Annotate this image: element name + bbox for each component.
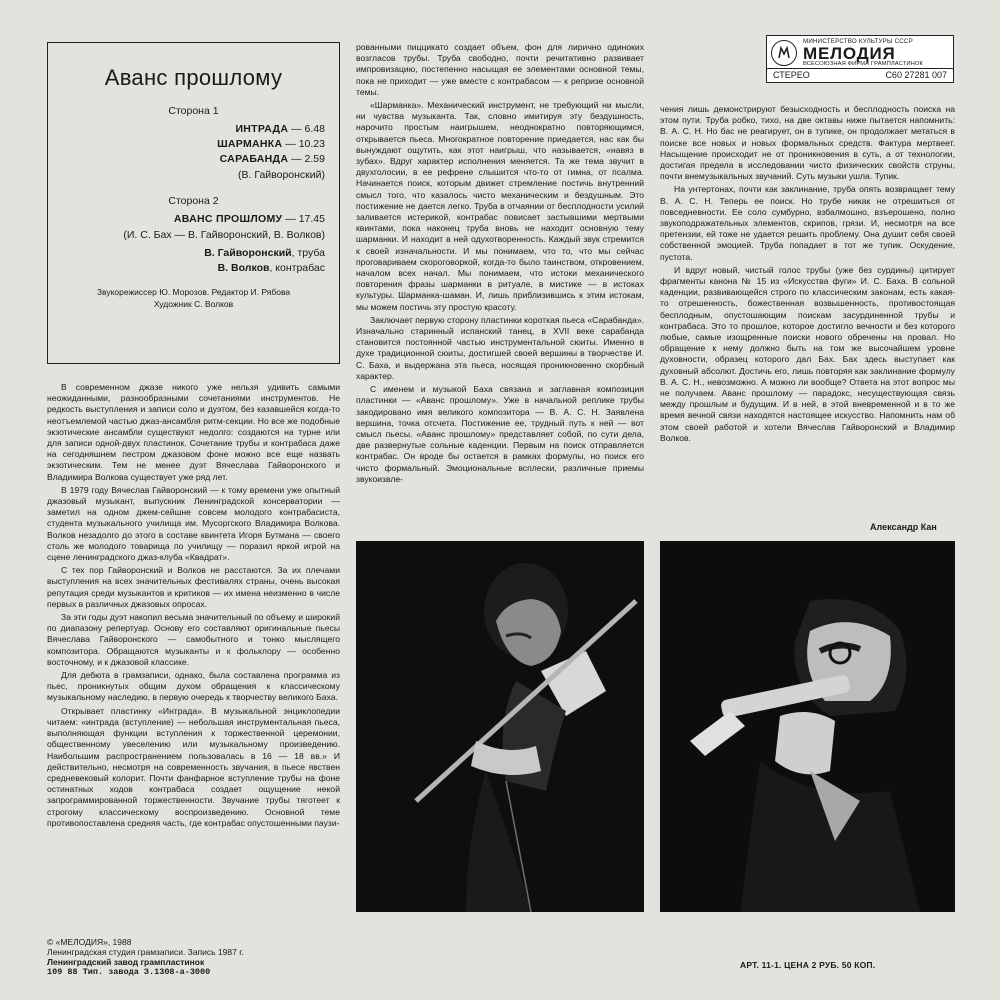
side-2-label: Сторона 2 [168, 195, 219, 207]
paragraph: «Шарманка». Механический инструмент, не требующий ни мысли, ни чувства музыканта. Так, словно имитируя эту бездушность, нарочито простым наигрышем, неоднократно повторяющимся, открывается пьеса. Многократное повторение приедается, нас как бы вынуждают ощутить, как этот наигрыш, что называется, «навяз в зубах». Вдруг характер исполнения меняется. Та же тема звучит в двухголосии, в ее рефрене слышится что-то от гимна, от псалма. Начинается поиск, которым движет стремление постичь внутренний смысл того, что казалось чисто механическим и бездушным. Это постижение не дается легко. Труба в отчаянии от бесплодности усилий заливается истерикой, контрабас повисает застывшими мертвыми квинтами, пока наконец труба вновь не находит основную тему шарманки. И находит в ней одухотворенность. Каждый звук стремится к своей изначальности. И мы понимаем, что то, что мы сейчас проговариваем скороговоркой, когда-то было таинством, откровением, началом всех начал. Мы понимаем, что истоки механического повторения фразы шарманки в ритуале, в мистике — в истоках культуры. Шарманка-шаман. И, лишь приблизившись к этим истокам, мы можем постичь эту простую красоту. [356, 100, 644, 312]
author-signature: Александр Кан [870, 522, 937, 532]
paragraph: Открывает пластинку «Интрада». В музыкальной энциклопедии читаем: «интрада (вступление) — небольшая инструментальная пьеса, выполняющая функции вступления к торжественной церемонии, общественному увеселению или музыкальному произведению. Наибольшим распространением пользовалась в 16 — 18 вв.» И действительно, несмотря на современность звучания, в пьесе явствен средневековый колорит. Почти фанфарное вступление трубы на фоне остинатных ходов контрабаса создает ощущение некой запрограммированной торжественности. Звучание трубы тяготеет к строгому классическому воспроизведению. Основной теме противопоставлена средняя часть, где контрабас опустошенными паузи- [47, 705, 340, 828]
production-credits: Звукорежиссер Ю. Морозов. Редактор И. Рябова Художник С. Волков [96, 287, 291, 309]
logo-brand-text: МЕЛОДИЯ [803, 44, 896, 63]
paragraph: И вдруг новый, чистый голос трубы (уже без сурдины) цитирует фрагменты канона № 15 из «Искусства фуги» И. С. Баха. В сольной каденции, развивающейся строго по классическим законам, есть какая-то отрешенность, божественная возвышенность, противостоящая бесплодным, опустошающим поискам засурдиненной трубы и контрабаса. Это то прошлое, которое достигло вечности и без которого любые, самые изощренные поиски нового обречены на провал. Но обращение к нему должно быть на том же высочайшем уровне духовности, образец которого дал Бах. Бах здесь выступает как духовный абсолют. Достичь его, лишь повторяя как заклинание формулу В. А. С. Н., невозможно. А можно ли вообще? Ответа на этот вопрос мы не получаем. Аванс прошлому — парадокс, несуществующая связь между прошлым и будущим. И в ней, в этой вневременной и в то же время вечной связи находятся настоящее искусство. Напомнить нам об этом своей работой и хотели Вячеслав Гайворонский и Владимир Волков. [660, 264, 955, 443]
performer-item: В. Волков, контрабас [217, 262, 325, 274]
logo-ministry-text: МИНИСТЕРСТВО КУЛЬТУРЫ СССР [803, 38, 913, 45]
paragraph: В современном джазе никого уже нельзя удивить самыми неожиданными, разнообразными сочетаниями инструментов. Не редкость выступления и записи соло и дуэтом, без казавшейся когда-то неотъемлемой частью джаз-ансамбля ритм-секции. Но все же подобные экзотические ансамбли существуют недолго: создаются на турне или для записи одной-двух пластинок. Сочетание трубы и контрабаса даже на сегодняшнем пестром джазовом фоне можно все еще назвать экзотическим. Тем не менее дуэт Вячеслава Гайворонского и Владимира Волкова существует уже ряд лет. [47, 382, 340, 482]
paragraph: чения лишь демонстрируют безысходность и бесплодность поиска на этом пути. Труба робко, тихо, на две октавы ниже пытается напомнить: В. А. С. Н. Но бас не реагирует, он в тупике, он продолжает метаться в поиске все новых и новых формальных средств. Фактура мертвеет. Насыщение происходит не от проникновения в суть, а от технологии, достигая предела в исследовании чисто физических свойств струны, почти внемузыкальных звучаний. Суть музыки ушла. Тупик. [660, 104, 955, 182]
track-list-box [47, 42, 340, 364]
footer-production-info [47, 937, 244, 977]
paragraph: рованными пиццикато создает объем, фон для лирично одиноких возгласов трубы. Труба свободно, почти речитативно развивает импровизацию, постепенно насыщая ее элементами основной темы, пока не приходит — уже вместе с контрабасом — к репризе основной темы. [356, 42, 644, 97]
photo-double-bass-player [356, 541, 644, 912]
footer-plant: Ленинградский завод грамплaстинок [47, 957, 205, 967]
track-item: ИНТРАДА — 6.48 [235, 123, 325, 135]
album-title: Аванс прошлому [104, 65, 283, 90]
paragraph: Заключает первую сторону пластинки короткая пьеса «Сарабанда». Изначально старинный испанский танец, в XVII веке сарабанда становится постоянной частью инструментальной сюиты. Именно в духе традиционной сюиты, достигшей своей вершины в творчестве И. С. Баха, и выдержана эта пьеса, носящая проникновенно скорбный характер. [356, 314, 644, 381]
track-item: САРАБАНДА — 2.59 [219, 153, 325, 165]
performer-item: В. Гайворонский, труба [204, 247, 325, 259]
side-1-track-list [62, 123, 325, 165]
side-2-composer: (И. С. Бах — В. Гайворонский, В. Волков) [123, 229, 325, 241]
liner-notes-middle-column [356, 42, 644, 487]
liner-notes-right-column [660, 104, 955, 446]
footer-print-code: 109 88 Тип. завода З.1308-а-3000 [47, 967, 211, 977]
stereo-label: СТЕРЕО [773, 70, 810, 80]
photo-trumpet-player [660, 541, 955, 912]
paragraph: С именем и музыкой Баха связана и заглавная композиция пластинки — «Аванс прошлому». Уже в начальной реплике трубы закодировано имя великого композитора — В. А. С. Н. Заявлена вершина, точка отсчета. Постижение ее, трудный путь к ней — вот смысл пьесы. «Аванс прошлому» представляет собой, по сути дела, две развернутые сольные каденции. Первым на поиск отправляется контрабас. Он вроде бы остается в рамках формулы, но поиск его чисто формальный. Эмоциональные всплески, различные приемы звукоизвле- [356, 384, 644, 484]
side-1-label: Сторона 1 [168, 105, 219, 117]
paragraph: В 1979 году Вячеслав Гайворонский — к тому времени уже опытный джазовый музыкант, выпускник Ленинградской консерватории — заметил на одном джем-сейшне совсем молодого контрабасиста, студента музыкального училища им. Мусоргского Владимира Волкова. Волков незадолго до этого в составе квинтета Игоря Бутмана — своего столь же молодого товарища по училищу — поразил яркой игрой на сцене ленинградского джаз-клуба «Квадрат». [47, 484, 340, 563]
paragraph: За эти годы дуэт накопил весьма значительный по объему и широкий по диапазону репертуар. Основу его составляют оригинальные пьесы Вячеслава Гайворонского — самобытного и тонко мыслящего композитора. Обращаются музыканты и к фольклору — особенно восточному, и к джазовой классике. [47, 612, 341, 667]
side-1-composer: (В. Гайворонский) [238, 169, 325, 181]
footer-copyright: © «МЕЛОДИЯ», 1988 [47, 937, 132, 947]
footer-studio: Ленинградская студия грамзаписи. Запись 1987 г. [47, 947, 244, 957]
melodiya-emblem-icon [771, 40, 797, 66]
paragraph: Для дебюта в грамзаписи, однако, была составлена программа из пьес, проникнутых общим духом обращения к классическому музыкальному наследию, в первую очередь к творчеству великого Баха. [47, 670, 340, 703]
catalog-number: С60 27281 007 [885, 70, 947, 80]
track-item: АВАНС ПРОШЛОМУ — 17.45 [173, 213, 325, 225]
logo-divider [767, 68, 953, 69]
melodiya-logo-box [766, 35, 954, 83]
logo-firm-text: ВСЕСОЮЗНАЯ ФИРМА ГРАМПЛАСТИНОК [803, 61, 923, 67]
liner-notes-left-column [47, 382, 340, 831]
paragraph: На унтертонах, почти как заклинание, труба опять возвращает тему В. А. С. Н. Теперь ее поиск. Но трубе никак не отрешиться от повседневности. Ее соло сумбурно, взбалмошно, взъерошено, полно звукоподражательных элементов, скрипов, грязи. И, несмотря на все претензии, ей тоже не удается решить проблему. Она душит себя своей собственной эмоцией. Труба попадает в тот же тупик. Оскудение, пустота. [660, 184, 955, 262]
track-item: ШАРМАНКА — 10.23 [217, 138, 325, 150]
paragraph: С тех пор Гайворонский и Волков не расстаются. За их плечами выступления на всех значительных фестивалях страны, очень высокая репутация среди музыкантов и критиков — их имена неизменно в числе первых в различных джазовых опросах. [47, 565, 340, 609]
price-label: АРТ. 11-1. ЦЕНА 2 РУБ. 50 КОП. [740, 960, 876, 970]
